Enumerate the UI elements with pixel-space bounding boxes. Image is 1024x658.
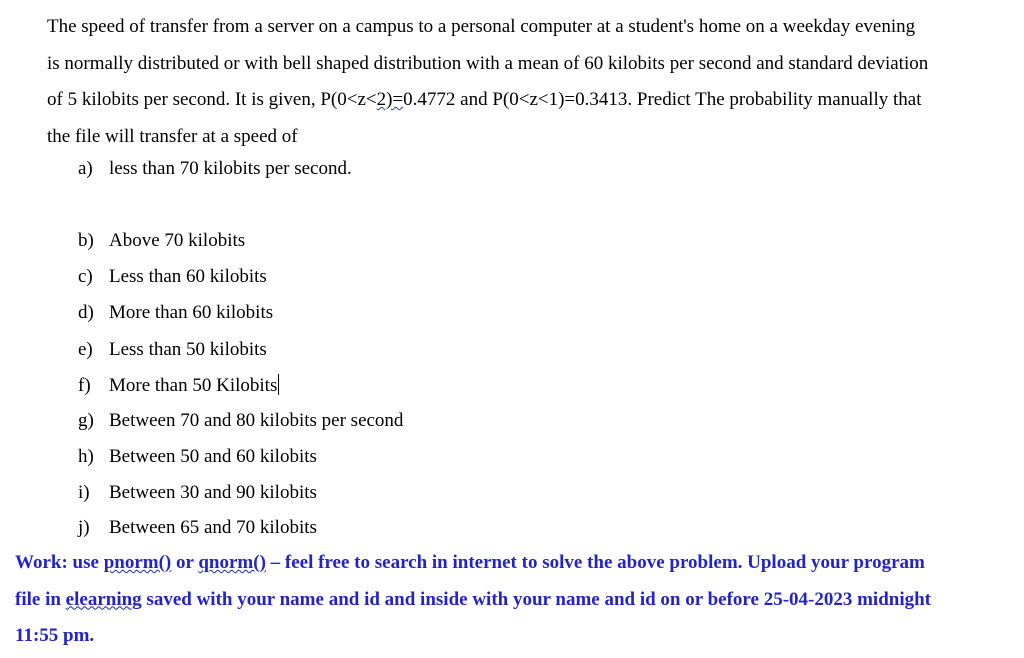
qnorm-function-name: qnorm() [198, 552, 266, 573]
work-line-2 [15, 582, 1015, 619]
elearning-word: elearning [65, 588, 142, 610]
question-line-3-end: 0.4772 and P(0<z<1)=0.3413. Predict The probability manually that [403, 89, 922, 110]
question-line-3 [47, 82, 1012, 119]
option-text: More than 60 kilobits [109, 302, 274, 323]
work-line-1-or: or [171, 552, 199, 573]
spellcheck-underlined-text: 2)= [376, 89, 404, 110]
option-letter: a) [78, 158, 93, 179]
work-instructions [15, 545, 1015, 655]
work-line-3: 11:55 pm. [15, 625, 95, 646]
option-text: Between 50 and 60 kilobits [109, 446, 317, 467]
question-line-1: The speed of transfer from a server on a campus to a personal computer at a student's home on a weekday evening [47, 16, 916, 37]
option-text: Between 70 and 80 kilobits per second [109, 410, 404, 431]
option-letter: h) [78, 446, 94, 467]
work-line-1-start: Work: use [15, 552, 104, 573]
option-h [78, 445, 317, 469]
option-g [78, 409, 403, 433]
option-letter: b) [78, 230, 94, 251]
work-line-1 [15, 545, 1015, 582]
option-letter: g) [78, 410, 94, 431]
option-j [78, 516, 317, 540]
option-letter: e) [78, 339, 93, 360]
option-letter: i) [78, 482, 90, 503]
pnorm-function-name: pnorm() [103, 552, 172, 573]
option-d [78, 301, 273, 325]
option-letter: c) [78, 266, 93, 287]
work-line-2-start: file in [15, 588, 66, 610]
option-a [78, 157, 352, 181]
option-c [78, 265, 267, 289]
text-cursor [278, 374, 279, 395]
option-b [78, 229, 245, 253]
option-text: Less than 60 kilobits [109, 266, 267, 287]
question-line-3-start: of 5 kilobits per second. It is given, P(0<z< [47, 89, 377, 110]
option-letter: j) [78, 517, 90, 538]
question-line-4: the file will transfer at a speed of [47, 125, 298, 147]
work-line-1-end: – feel free to search in internet to solve the above problem. Upload your program [265, 552, 925, 573]
option-letter: f) [78, 375, 91, 396]
option-i [78, 481, 317, 505]
option-e [78, 338, 267, 362]
option-text: less than 70 kilobits per second. [109, 158, 352, 179]
option-text: Between 30 and 90 kilobits [109, 482, 317, 503]
option-text: Between 65 and 70 kilobits [109, 517, 317, 538]
work-line-2-end: saved with your name and id and inside with your name and id on or before 25-04-2023 midnight [141, 588, 932, 610]
option-letter: d) [78, 302, 94, 323]
option-text: Less than 50 kilobits [109, 339, 267, 360]
option-text: Above 70 kilobits [109, 230, 246, 251]
question-line-2: is normally distributed or with bell shaped distribution with a mean of 60 kilobits per second and standard deviation [47, 52, 929, 74]
option-f [78, 374, 279, 398]
option-text: More than 50 Kilobits [109, 375, 278, 396]
question-paragraph [47, 9, 1012, 155]
